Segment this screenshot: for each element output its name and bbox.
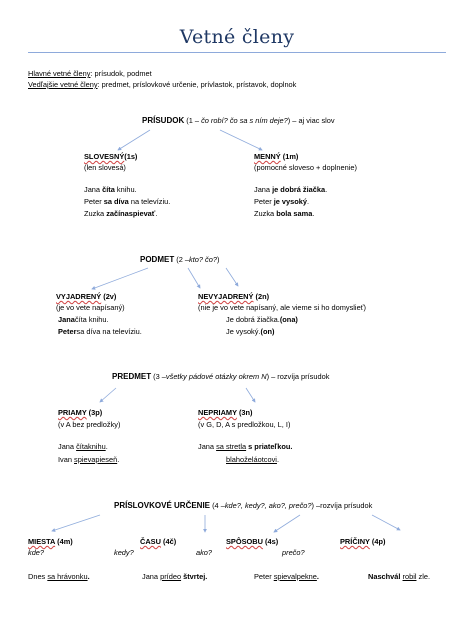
arrow-prisudok-left xyxy=(118,130,150,150)
priamy-note: (v A bez predložky) xyxy=(58,420,121,429)
nepriamy-label: NEPRIAMY xyxy=(198,408,237,417)
pu-type-casu: ČASU (4č) xyxy=(140,537,177,546)
arrow-predmet-right xyxy=(246,388,255,402)
predmet-right-title xyxy=(198,408,253,417)
predmet-question: všetky pádové otázky okrem N xyxy=(165,372,267,381)
page-title: Vetné členy xyxy=(179,26,295,48)
vyjadreny-note: (je vo vete napísaný) xyxy=(56,303,125,312)
slovesny-note: (len slovesá) xyxy=(84,163,126,172)
side-members-label: Vedľajšie vetné členy xyxy=(28,80,98,89)
vyjadreny-num: (2v) xyxy=(101,292,117,301)
podmet-left-example: Janačíta knihu. xyxy=(58,315,109,324)
podmet-rest: ) xyxy=(216,255,220,264)
prisudok-right-title xyxy=(254,152,298,161)
predmet-left-example: Jana čítaknihu. xyxy=(58,442,108,451)
pu-title: PRÍSLOVKOVÉ URČENIE xyxy=(114,501,211,510)
prisudok-left-example: Zuzka začínaspievať. xyxy=(84,209,158,218)
predmet-right-example: Jana sa stretla s priateľkou. xyxy=(198,442,293,451)
menny-num: (1m) xyxy=(280,152,299,161)
nevyjadreny-label: NEVYJADRENÝ xyxy=(198,292,254,301)
menny-note: (pomocné sloveso + doplnenie) xyxy=(254,163,357,172)
nevyjadreny-note: (nie je vo vete napísaný, ale vieme si ho domyslieť) xyxy=(198,303,366,312)
pu-question-miesta: kde? xyxy=(28,548,45,557)
pu-example: Naschvál robil zle. xyxy=(368,572,431,581)
menny-label: MENNÝ xyxy=(254,152,281,161)
slovesny-label: SLOVESNÝ xyxy=(84,152,125,161)
prisudok-num: (1 – xyxy=(184,116,202,125)
podmet-num: (2 – xyxy=(174,255,190,264)
arrow-podmet-mid xyxy=(188,268,200,288)
priamy-label: PRIAMY xyxy=(58,408,87,417)
arrow-pu-priciny xyxy=(372,515,400,530)
prisudok-right-example: Zuzka bola sama. xyxy=(254,209,315,218)
prisudok-right-example: Peter je vysoký. xyxy=(254,197,310,206)
predmet-left-title xyxy=(58,408,102,417)
prisudok-left-example: Peter sa díva na televíziu. xyxy=(84,197,171,206)
priamy-num: (3p) xyxy=(86,408,103,417)
podmet-left-example: Petersa díva na televíziu. xyxy=(58,327,142,336)
pu-example: Peter spievalpekne. xyxy=(254,572,319,581)
arrow-podmet-right xyxy=(226,268,238,286)
pu-type-miesta: MIESTA (4m) xyxy=(28,537,73,546)
nevyjadreny-num: (2n) xyxy=(253,292,270,301)
predmet-left-example: Ivan spievapieseň. xyxy=(58,455,120,464)
pu-heading xyxy=(114,501,372,510)
side-members-list: : predmet, príslovkové určenie, prívlastok, prístavok, doplnok xyxy=(97,80,297,89)
podmet-right-example: Je dobrá žiačka.(ona) xyxy=(226,315,298,324)
pu-rest: ) –rozvíja prísudok xyxy=(311,501,373,510)
prisudok-question: čo robí? čo sa s ním deje? xyxy=(201,116,288,125)
prisudok-heading xyxy=(142,116,335,125)
nepriamy-note: (v G, D, A s predložkou, L, I) xyxy=(198,420,291,429)
prisudok-title: PRÍSUDOK xyxy=(142,116,185,125)
main-members-label: Hlavné vetné členy xyxy=(28,69,91,78)
prisudok-rest: ) – aj viac slov xyxy=(287,116,335,125)
podmet-right-example: Je vysoký.(on) xyxy=(226,327,275,336)
arrow-podmet-left xyxy=(92,268,148,289)
predmet-title: PREDMET xyxy=(112,372,152,381)
podmet-right-title xyxy=(198,292,269,301)
arrow-pu-sposobu xyxy=(274,515,300,532)
predmet-num: (3 – xyxy=(151,372,166,381)
pu-type-priciny: PRÍČINY (4p) xyxy=(340,537,386,546)
pu-question-sposobu: ako? xyxy=(196,548,213,557)
nepriamy-num: (3n) xyxy=(236,408,253,417)
pu-question: kde?, kedy?, ako?, prečo? xyxy=(224,501,312,510)
predmet-heading xyxy=(112,372,329,381)
podmet-title: PODMET xyxy=(140,255,175,264)
arrow-prisudok-right xyxy=(220,130,262,150)
podmet-heading xyxy=(140,255,219,264)
slovesny-num: (1s) xyxy=(124,152,138,161)
prisudok-left-title xyxy=(84,152,137,161)
pu-question-casu: kedy? xyxy=(114,548,134,557)
pu-num: (4 – xyxy=(210,501,225,510)
pu-example: Dnes sa hrávonku. xyxy=(28,572,90,581)
predmet-rest: ) – rozvíja prísudok xyxy=(266,372,330,381)
pu-example: Jana prídeo štvrtej. xyxy=(142,572,208,581)
pu-type-sposobu: SPÔSOBU (4s) xyxy=(226,537,279,546)
prisudok-left-example: Jana číta knihu. xyxy=(84,185,137,194)
pu-question-priciny: prečo? xyxy=(282,548,305,557)
vyjadreny-label: VYJADRENÝ xyxy=(56,292,102,301)
main-members-list: : prísudok, podmet xyxy=(90,69,152,78)
arrow-pu-miesta xyxy=(52,515,100,531)
podmet-question: kto? čo? xyxy=(189,255,217,264)
prisudok-right-example: Jana je dobrá žiačka. xyxy=(254,185,328,194)
arrow-predmet-left xyxy=(100,388,116,402)
predmet-right-example: blahoželáotcovi. xyxy=(226,455,280,464)
podmet-left-title xyxy=(56,292,116,301)
